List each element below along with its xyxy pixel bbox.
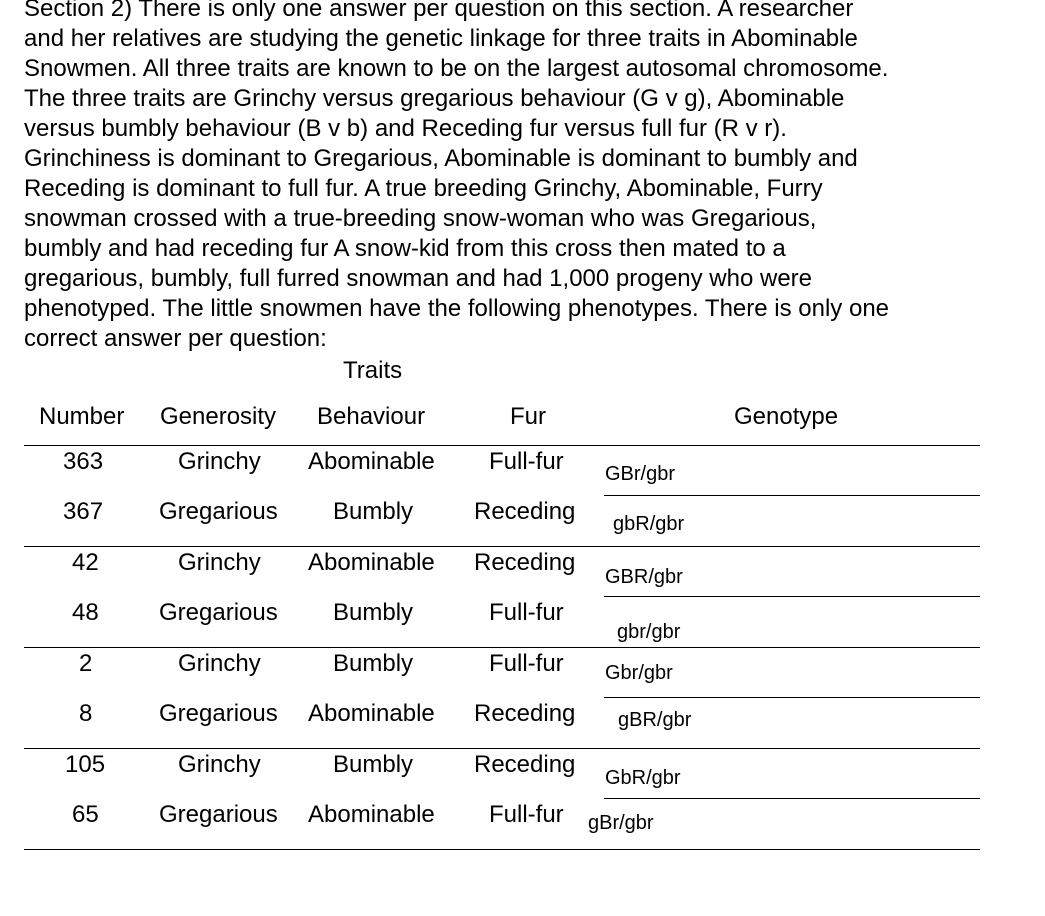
- header-number: Number: [39, 403, 125, 430]
- cell-generosity: Grinchy: [178, 650, 261, 677]
- cell-fur: Receding: [474, 549, 576, 576]
- paragraph-line: versus bumbly behaviour (B v b) and Receding fur versus full fur (R v r).: [24, 115, 787, 142]
- cell-number: 367: [63, 498, 104, 525]
- table-rule: [24, 546, 980, 547]
- cell-genotype: GbR/gbr: [605, 767, 681, 789]
- cell-generosity: Grinchy: [178, 549, 261, 576]
- cell-number: 363: [63, 448, 104, 475]
- header-fur: Fur: [510, 403, 546, 430]
- cell-fur: Receding: [474, 751, 576, 778]
- cell-genotype: gBR/gbr: [618, 709, 692, 731]
- table-rule: [24, 748, 980, 749]
- cell-behaviour: Abominable: [308, 801, 435, 828]
- cell-genotype: gbr/gbr: [617, 621, 681, 643]
- cell-number: 42: [72, 549, 99, 576]
- cell-behaviour: Abominable: [308, 448, 435, 475]
- genotype-rule: [604, 596, 980, 597]
- paragraph-line: The three traits are Grinchy versus gregarious behaviour (G v g), Abominable: [24, 85, 845, 112]
- cell-genotype: gbR/gbr: [613, 513, 685, 535]
- cell-behaviour: Bumbly: [333, 599, 414, 626]
- header-behaviour: Behaviour: [317, 403, 426, 430]
- table-rule: [24, 445, 980, 446]
- cell-fur: Full-fur: [489, 448, 564, 475]
- question-paragraph: [24, 0, 1024, 354]
- cell-behaviour: Bumbly: [333, 751, 414, 778]
- traits-group-label: Traits: [343, 357, 403, 384]
- cell-number: 8: [79, 700, 93, 727]
- cell-fur: Full-fur: [489, 599, 564, 626]
- cell-behaviour: Bumbly: [333, 650, 414, 677]
- paragraph-line: correct answer per question:: [24, 325, 327, 352]
- phenotype-table: [24, 390, 980, 860]
- cell-generosity: Gregarious: [159, 498, 278, 525]
- cell-generosity: Grinchy: [178, 448, 261, 475]
- cell-behaviour: Bumbly: [333, 498, 414, 525]
- paragraph-line: Grinchiness is dominant to Gregarious, Abominable is dominant to bumbly and: [24, 145, 858, 172]
- header-generosity: Generosity: [160, 403, 277, 430]
- cell-number: 65: [72, 801, 99, 828]
- paragraph-line: Section 2) There is only one answer per question on this section. A researcher: [24, 0, 854, 22]
- paragraph-line: phenotyped. The little snowmen have the following phenotypes. There is only one: [24, 295, 890, 322]
- table-rule: [24, 849, 980, 850]
- cell-behaviour: Abominable: [308, 549, 435, 576]
- paragraph-line: gregarious, bumbly, full furred snowman and had 1,000 progeny who were: [24, 265, 813, 292]
- cell-genotype: GBr/gbr: [605, 463, 676, 485]
- cell-genotype: GBR/gbr: [605, 566, 683, 588]
- cell-generosity: Grinchy: [178, 751, 261, 778]
- cell-fur: Receding: [474, 498, 576, 525]
- cell-behaviour: Abominable: [308, 700, 435, 727]
- cell-fur: Full-fur: [489, 650, 564, 677]
- cell-genotype: gBr/gbr: [588, 812, 654, 834]
- header-genotype: Genotype: [734, 403, 839, 430]
- genotype-rule: [604, 798, 980, 799]
- paragraph-line: Receding is dominant to full fur. A true breeding Grinchy, Abominable, Furry: [24, 175, 823, 202]
- cell-fur: Full-fur: [489, 801, 564, 828]
- paragraph-line: and her relatives are studying the genetic linkage for three traits in Abominable: [24, 25, 858, 52]
- cell-generosity: Gregarious: [159, 801, 278, 828]
- paragraph-line: snowman crossed with a true-breeding snow-woman who was Gregarious,: [24, 205, 817, 232]
- cell-genotype: Gbr/gbr: [605, 662, 673, 684]
- cell-number: 105: [65, 751, 106, 778]
- cell-fur: Receding: [474, 700, 576, 727]
- paragraph-line: bumbly and had receding fur A snow-kid from this cross then mated to a: [24, 235, 786, 262]
- cell-number: 2: [79, 650, 93, 677]
- genotype-rule: [604, 495, 980, 496]
- cell-number: 48: [72, 599, 99, 626]
- genotype-rule: [604, 697, 980, 698]
- cell-generosity: Gregarious: [159, 599, 278, 626]
- cell-generosity: Gregarious: [159, 700, 278, 727]
- table-rule: [24, 647, 980, 648]
- paragraph-line: Snowmen. All three traits are known to be on the largest autosomal chromosome.: [24, 55, 889, 82]
